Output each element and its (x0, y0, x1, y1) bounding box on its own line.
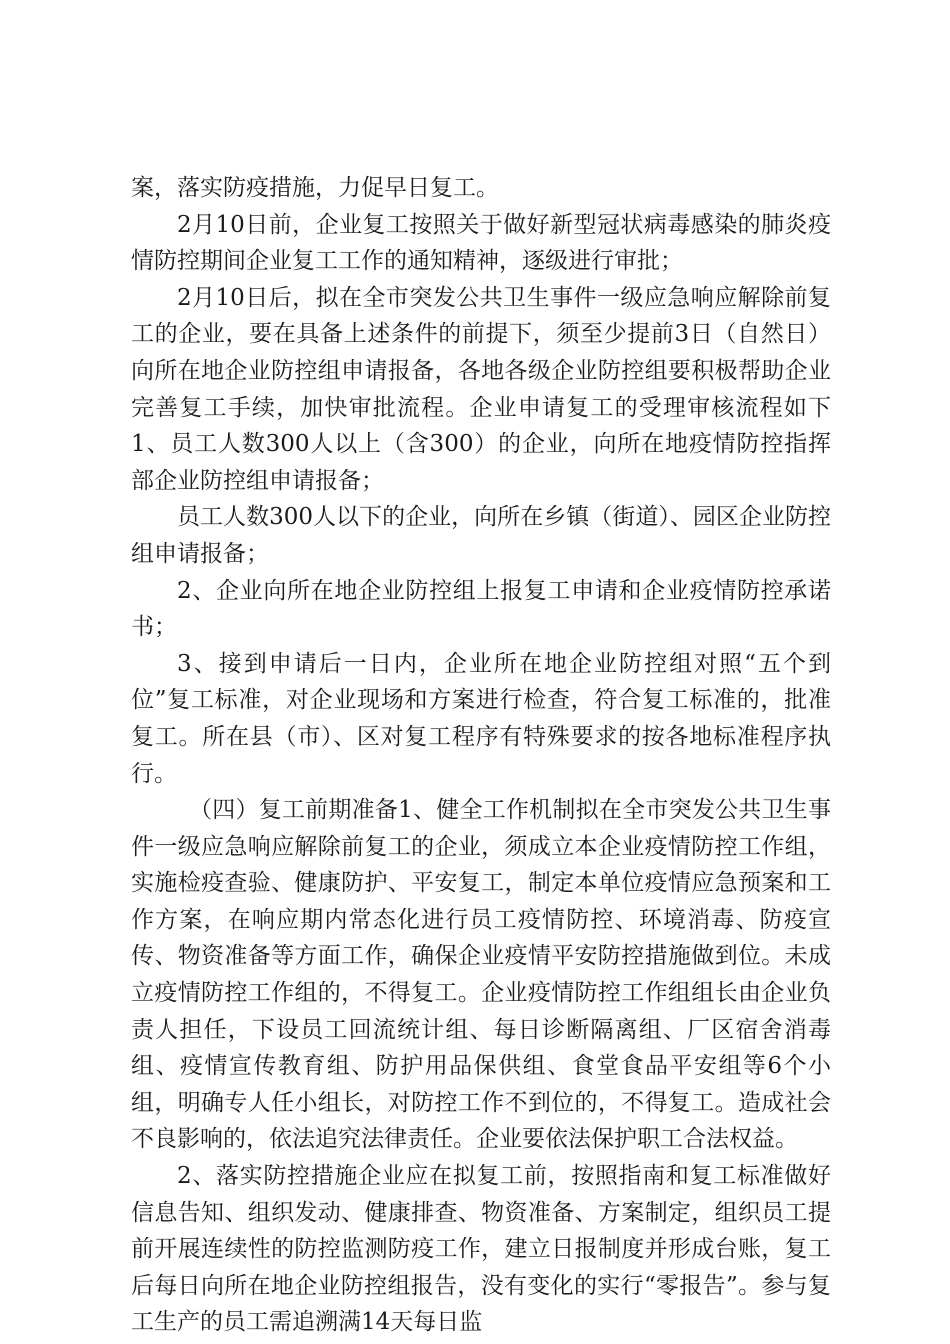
paragraph-3: 2月10日后，拟在全市突发公共卫生事件一级应急响应解除前复工的企业，要在具备上述条件的前提下，须至少提前3日（自然日）向所在地企业防控组申请报备，各地各级企业防控组要积极帮助企业完善复工手续，加快审批流程。企业申请复工的受理审核流程如下1、员工人数300人以上（含300）的企业，向所在地疫情防控指挥部企业防控组申请报备； (131, 284, 831, 494)
document-body (131, 170, 831, 1341)
paragraph-5: 2、企业向所在地企业防控组上报复工申请和企业疫情防控承诺书； (131, 577, 831, 641)
paragraph-1: 案，落实防疫措施，力促早日复工。 (131, 175, 499, 201)
paragraph-4: 员工人数300人以下的企业，向所在乡镇（街道）、园区企业防控组申请报备； (131, 504, 831, 567)
paragraph-8: 2、落实防控措施企业应在拟复工前，按照指南和复工标准做好信息告知、组织发动、健康排查、物资准备、方案制定，组织员工提前开展连续性的防控监测防疫工作，建立日报制度并形成台账，复工后每日向所在地企业防控组报告，没有变化的实行“零报告”。参与复工生产的员工需追溯满14天每日监 (131, 1163, 831, 1336)
paragraph-7: （四）复工前期准备1、健全工作机制拟在全市突发公共卫生事件一级应急响应解除前复工的企业，须成立本企业疫情防控工作组，实施检疫查验、健康防护、平安复工，制定本单位疫情应急预案和工作方案，在响应期内常态化进行员工疫情防控、环境消毒、防疫宣传、物资准备等方面工作，确保企业疫情平安防控措施做到位。未成立疫情防控工作组的，不得复工。企业疫情防控工作组组长由企业负责人担任，下设员工回流统计组、每日诊断隔离组、厂区宿舍消毒组、疫情宣传教育组、防护用品保供组、食堂食品平安组等6个小组，明确专人任小组长，对防控工作不到位的，不得复工。造成社会不良影响的，依法追究法律责任。企业要依法保护职工合法权益。 (131, 797, 831, 1153)
paragraph-6: 3、接到申请后一日内，企业所在地企业防控组对照“五个到位”复工标准，对企业现场和方案进行检查，符合复工标准的，批准复工。所在县（市）、区对复工程序有特殊要求的按各地标准程序执行。 (131, 650, 831, 787)
paragraph-2: 2月10日前，企业复工按照关于做好新型冠状病毒感染的肺炎疫情防控期间企业复工工作的通知精神，逐级进行审批； (131, 211, 831, 275)
